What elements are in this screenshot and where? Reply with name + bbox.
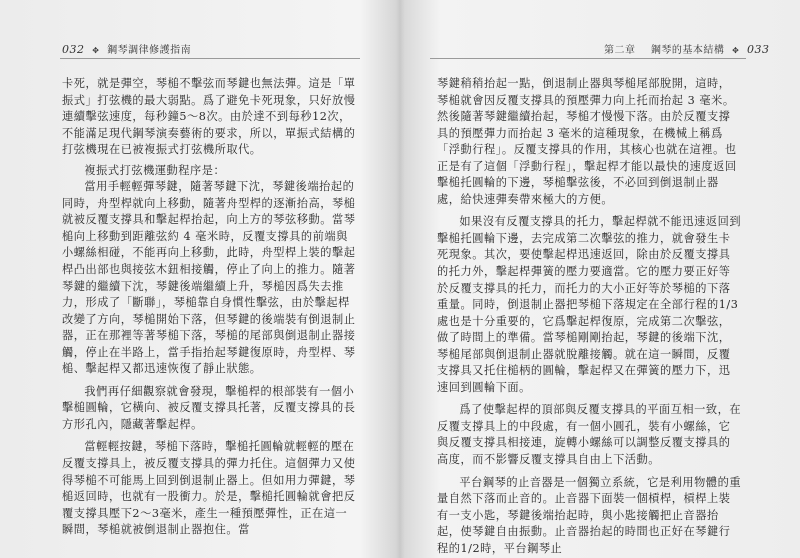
body-paragraph: 當用手輕輕彈琴鍵，隨著琴鍵下沈，琴鍵後端抬起的同時，舟型桿就向上移動，隨著舟型桿的逐漸抬高，琴槌就被反覆支撐具和擊起桿抬起，向上方的琴弦移動。當琴槌向上移動到距離弦約 4 毫米時，反覆支撐具的前端與小螺絲相碰，不能再向上移動，此時，舟型桿上裝的擊起桿凸出部也與接弦木鈕相接觸，停止了向上的推力。隨著琴鍵的繼續下沈，琴鍵後端繼續上升，琴槌因爲失去推力，形成了「斷聯」，琴槌靠自身慣性擊弦，由於擊起桿改變了方向，琴槌開始下落，但琴鍵的後端裝有倒退制止器，正在那裡等著琴槌下落，琴槌的尾部與倒退制止器接觸，停止在半路上，當手指抬起琴鍵復原時，舟型桿、琴槌、擊起桿又都迅速恢復了靜止狀態。 (62, 180, 356, 376)
body-paragraph: 平台鋼琴的止音器是一個獨立系統，它是利用物體的重量自然下落而止音的。止音器下面裝一個槓桿，槓桿上裝有一支小匙，琴鍵後端抬起時，與小匙接觸把止音器抬起，使琴鍵自由振動。止音器抬起的時間也正好在琴鍵行程的1/2時，平台鋼琴止 (437, 475, 742, 555)
left-running-header (62, 41, 191, 56)
page-number: 033 (746, 43, 770, 56)
right-running-header (604, 41, 769, 56)
body-paragraph: 琴鍵稍稍抬起一點，倒退制止器與琴槌尾部脫開，這時，琴槌就會因反覆支撐具的預壓彈力向上托而抬起 3 毫米。然後隨著琴鍵繼續抬起，琴槌才慢慢下落。由於反覆支撐具的預壓彈力而抬起 3 毫米的這種現象，在機械上稱爲「浮動行程」。反覆支撐具的作用，其核心也就在這裡。也正是有了這個「浮動行程」，擊起桿才能以最快的速度返回擊槌托圓輪的下邊，琴槌擊弦後，不必回到倒退制止器處，給快速彈奏帶來極大的方便。 (437, 77, 737, 206)
book-title: 鋼琴調律修護指南 (107, 45, 192, 56)
body-paragraph: 卡死，就是彈空，琴槌不擊弦而琴鍵也無法彈。這是「單振式」打弦機的最大弱點。爲了避免卡死現象，只好放慢連續擊弦速度，每秒鐘5～8次。由於達不到每秒12次，不能滿足現代鋼琴演奏藝術的要求，所以，單振式結構的打弦機現在已被複振式打弦機所取代。 (62, 77, 356, 157)
body-paragraph: 如果沒有反覆支撐具的托力，擊起桿就不能迅速返回到擊槌托圓輪下邊，去完成第二次擊弦的推力，就會發生卡死現象。其次，要使擊起桿迅速返回，除由於反覆支撐具的托力外，擊起桿彈簧的壓力要適當。它的壓力要正好等於反覆支撐具的托力，而托力的大小正好等於琴槌的下落重量。同時，倒退制止器把琴槌下落規定在全部行程的1/3處也是十分重要的，它爲擊起桿復原，完成第二次擊弦，做了時間上的準備。當琴槌剛剛抬起，琴鍵的後端下沈，琴槌尾部與倒退制止器就脫離接觸。就在這一瞬間，反覆支撐具又托住槌柄的圓輪，擊起桿又在彈簧的壓力下，迅速回到圓輪下面。 (437, 215, 742, 394)
right-body-text (437, 76, 742, 557)
chapter-label: 第二章 (604, 45, 636, 56)
body-paragraph: 複振式打弦機運動程序是： (84, 163, 226, 177)
diamond-ornament-icon: ✥ (92, 46, 100, 55)
header-rule (430, 58, 746, 59)
chapter-title: 鋼琴的基本結構 (650, 45, 725, 56)
header-rule (60, 58, 360, 59)
body-paragraph: 我們再仔細觀察就會發現，擊槌桿的根部裝有一個小擊槌圓輪，它橫向、被反覆支撐具托著，反覆支撐具的長方形孔內，隱藏著擊起桿。 (62, 384, 356, 431)
left-body-text (62, 76, 358, 539)
right-page (400, 0, 800, 558)
diamond-ornament-icon: ✥ (732, 46, 740, 55)
page-number: 032 (62, 43, 85, 56)
body-paragraph: 當輕輕按鍵，琴槌下落時，擊槌托圓輪就輕輕的壓在反覆支撐具上，被反覆支撐具的彈力托住。這個彈力又使得琴槌不可能馬上回到倒退制止器上。但如用力彈鍵，琴槌返回時，也就有一股衝力。於是，擊槌托圓輪就會把反覆支撐具壓下2～3毫米，產生一種預壓彈性，正在這一瞬間，琴槌就被倒退制止器抱住。當 (62, 440, 356, 537)
body-paragraph: 爲了使擊起桿的頂部與反覆支撐具的平面互相一致，在反覆支撐具上的中段處，有一個小圓孔，裝有小螺絲，它與反覆支撐具相接連，旋轉小螺絲可以調整反覆支撐具的高度，而不影響反覆支撐具自由上下活動。 (437, 403, 742, 467)
